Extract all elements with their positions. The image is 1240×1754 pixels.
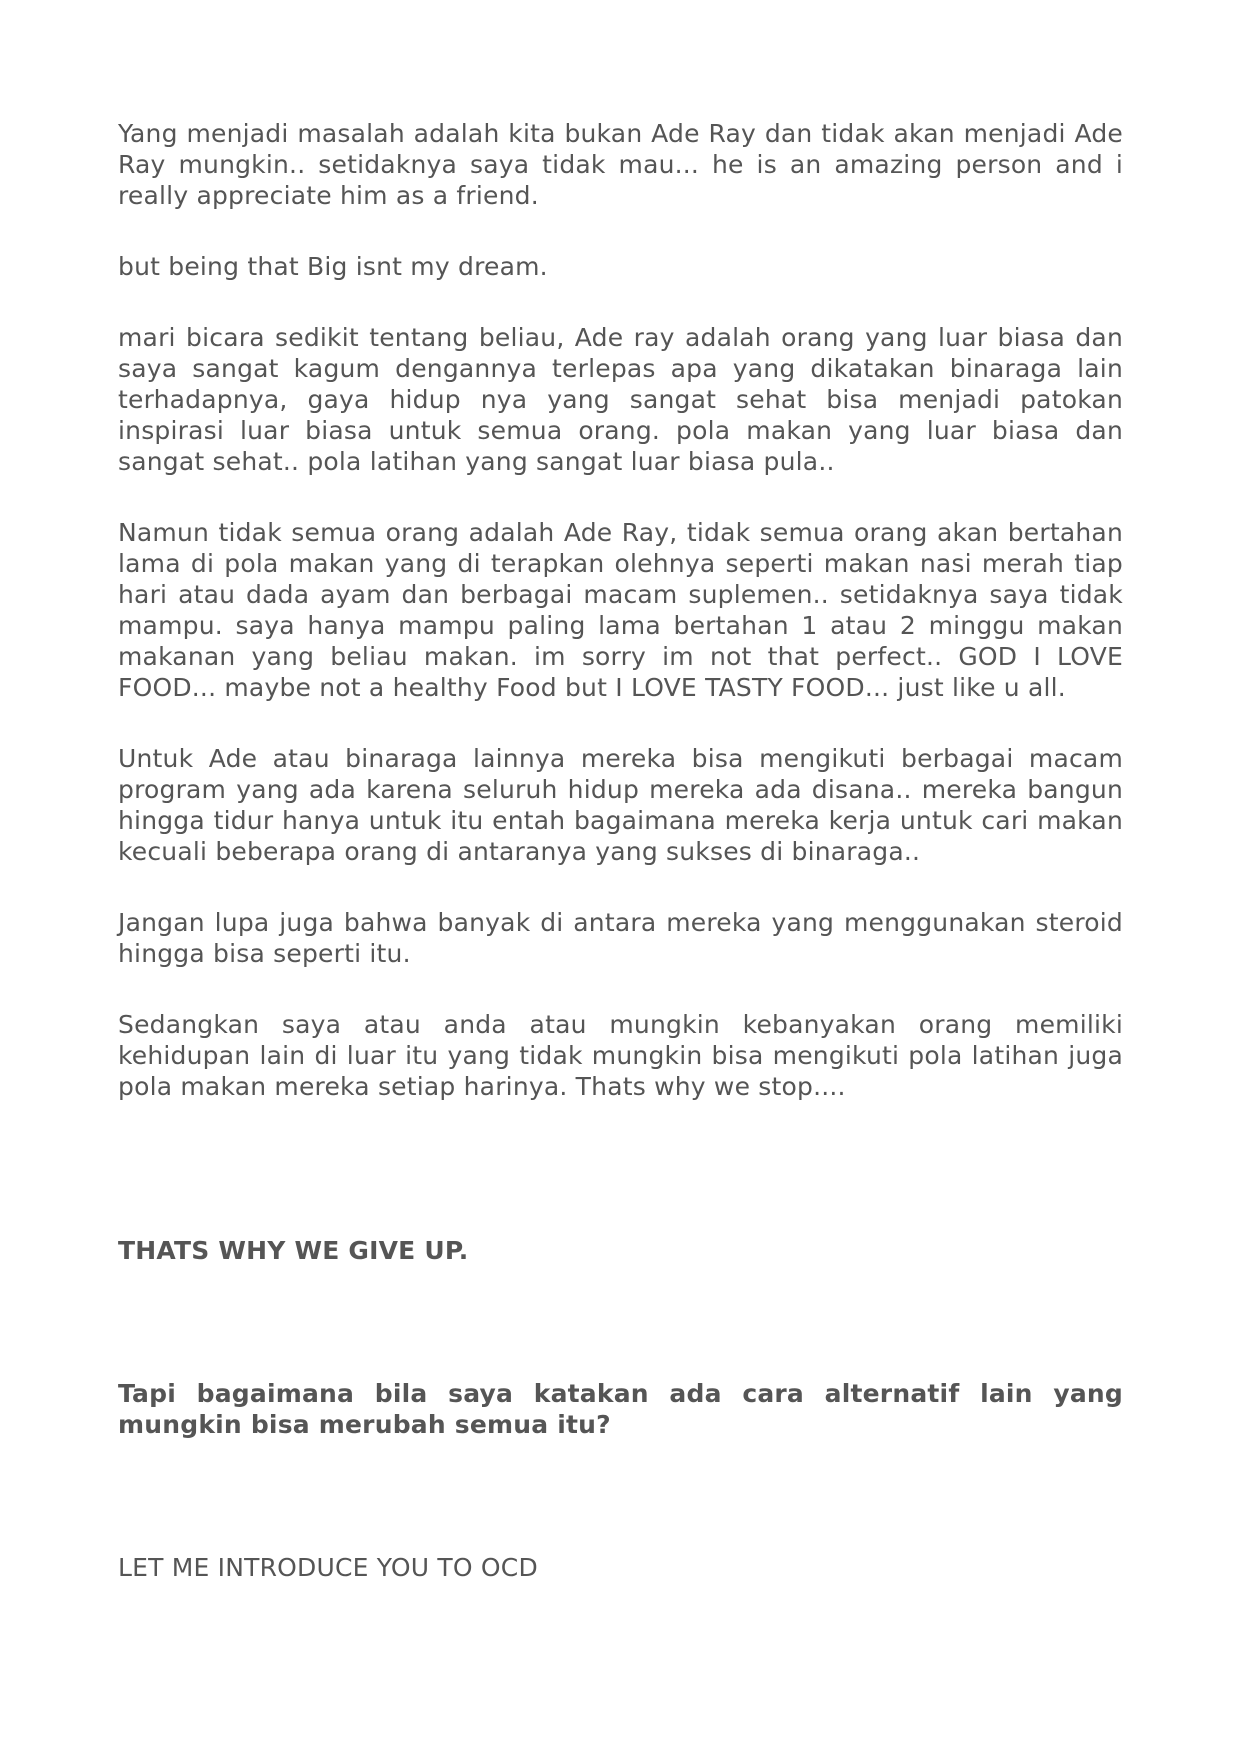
paragraph-why-we-stop: Sedangkan saya atau anda atau mungkin kebanyakan orang memiliki kehidupan lain di luar itu yang tidak mungkin bisa mengikuti pola latihan juga pola makan mereka setiap harinya. Thats why we stop.... [118,1010,1123,1101]
paragraph-bodybuilders-program: Untuk Ade atau binaraga lainnya mereka bisa mengikuti berbagai macam program yang ada karena seluruh hidup mereka ada disana.. mereka bangun hingga tidur hanya untuk itu entah bagaimana mereka kerja untuk cari makan kecuali beberapa orang di antaranya yang sukses di binaraga.. [118,744,1123,866]
bold-question: Tapi bagaimana bila saya katakan ada cara alternatif lain yang mungkin bisa merubah semua itu? [118,1379,1123,1439]
spacer [118,1142,1123,1235]
spacer [118,1440,1123,1552]
document-body [118,118,1123,1583]
closing-line: LET ME INTRODUCE YOU TO OCD [118,1553,538,1582]
paragraph-ade-ray-intro: Yang menjadi masalah adalah kita bukan Ade Ray dan tidak akan menjadi Ade Ray mungkin.. setidaknya saya tidak mau... he is an amazing person and i really appreciate him as a friend. [118,119,1123,210]
paragraph-big-dream: but being that Big isnt my dream. [118,252,548,281]
spacer [118,1266,1123,1378]
paragraph-about-him: mari bicara sedikit tentang beliau, Ade ray adalah orang yang luar biasa dan saya sangat kagum dengannya terlepas apa yang dikatakan binaraga lain terhadapnya, gaya hidup nya yang sangat sehat bisa menjadi patokan inspirasi luar biasa untuk semua orang. pola makan yang luar biasa dan sangat sehat.. pola latihan yang sangat luar biasa pula.. [118,323,1123,476]
paragraph-not-everyone: Namun tidak semua orang adalah Ade Ray, tidak semua orang akan bertahan lama di pola makan yang di terapkan olehnya seperti makan nasi merah tiap hari atau dada ayam dan berbagai macam suplemen.. setidaknya saya tidak mampu. saya hanya mampu paling lama bertahan 1 atau 2 minggu makan makanan yang beliau makan. im sorry im not that perfect.. GOD I LOVE FOOD... maybe not a healthy Food but I LOVE TASTY FOOD... just like u all. [118,518,1123,702]
bold-statement: THATS WHY WE GIVE UP. [118,1236,469,1265]
paragraph-steroid: Jangan lupa juga bahwa banyak di antara mereka yang menggunakan steroid hingga bisa seperti itu. [118,908,1123,968]
